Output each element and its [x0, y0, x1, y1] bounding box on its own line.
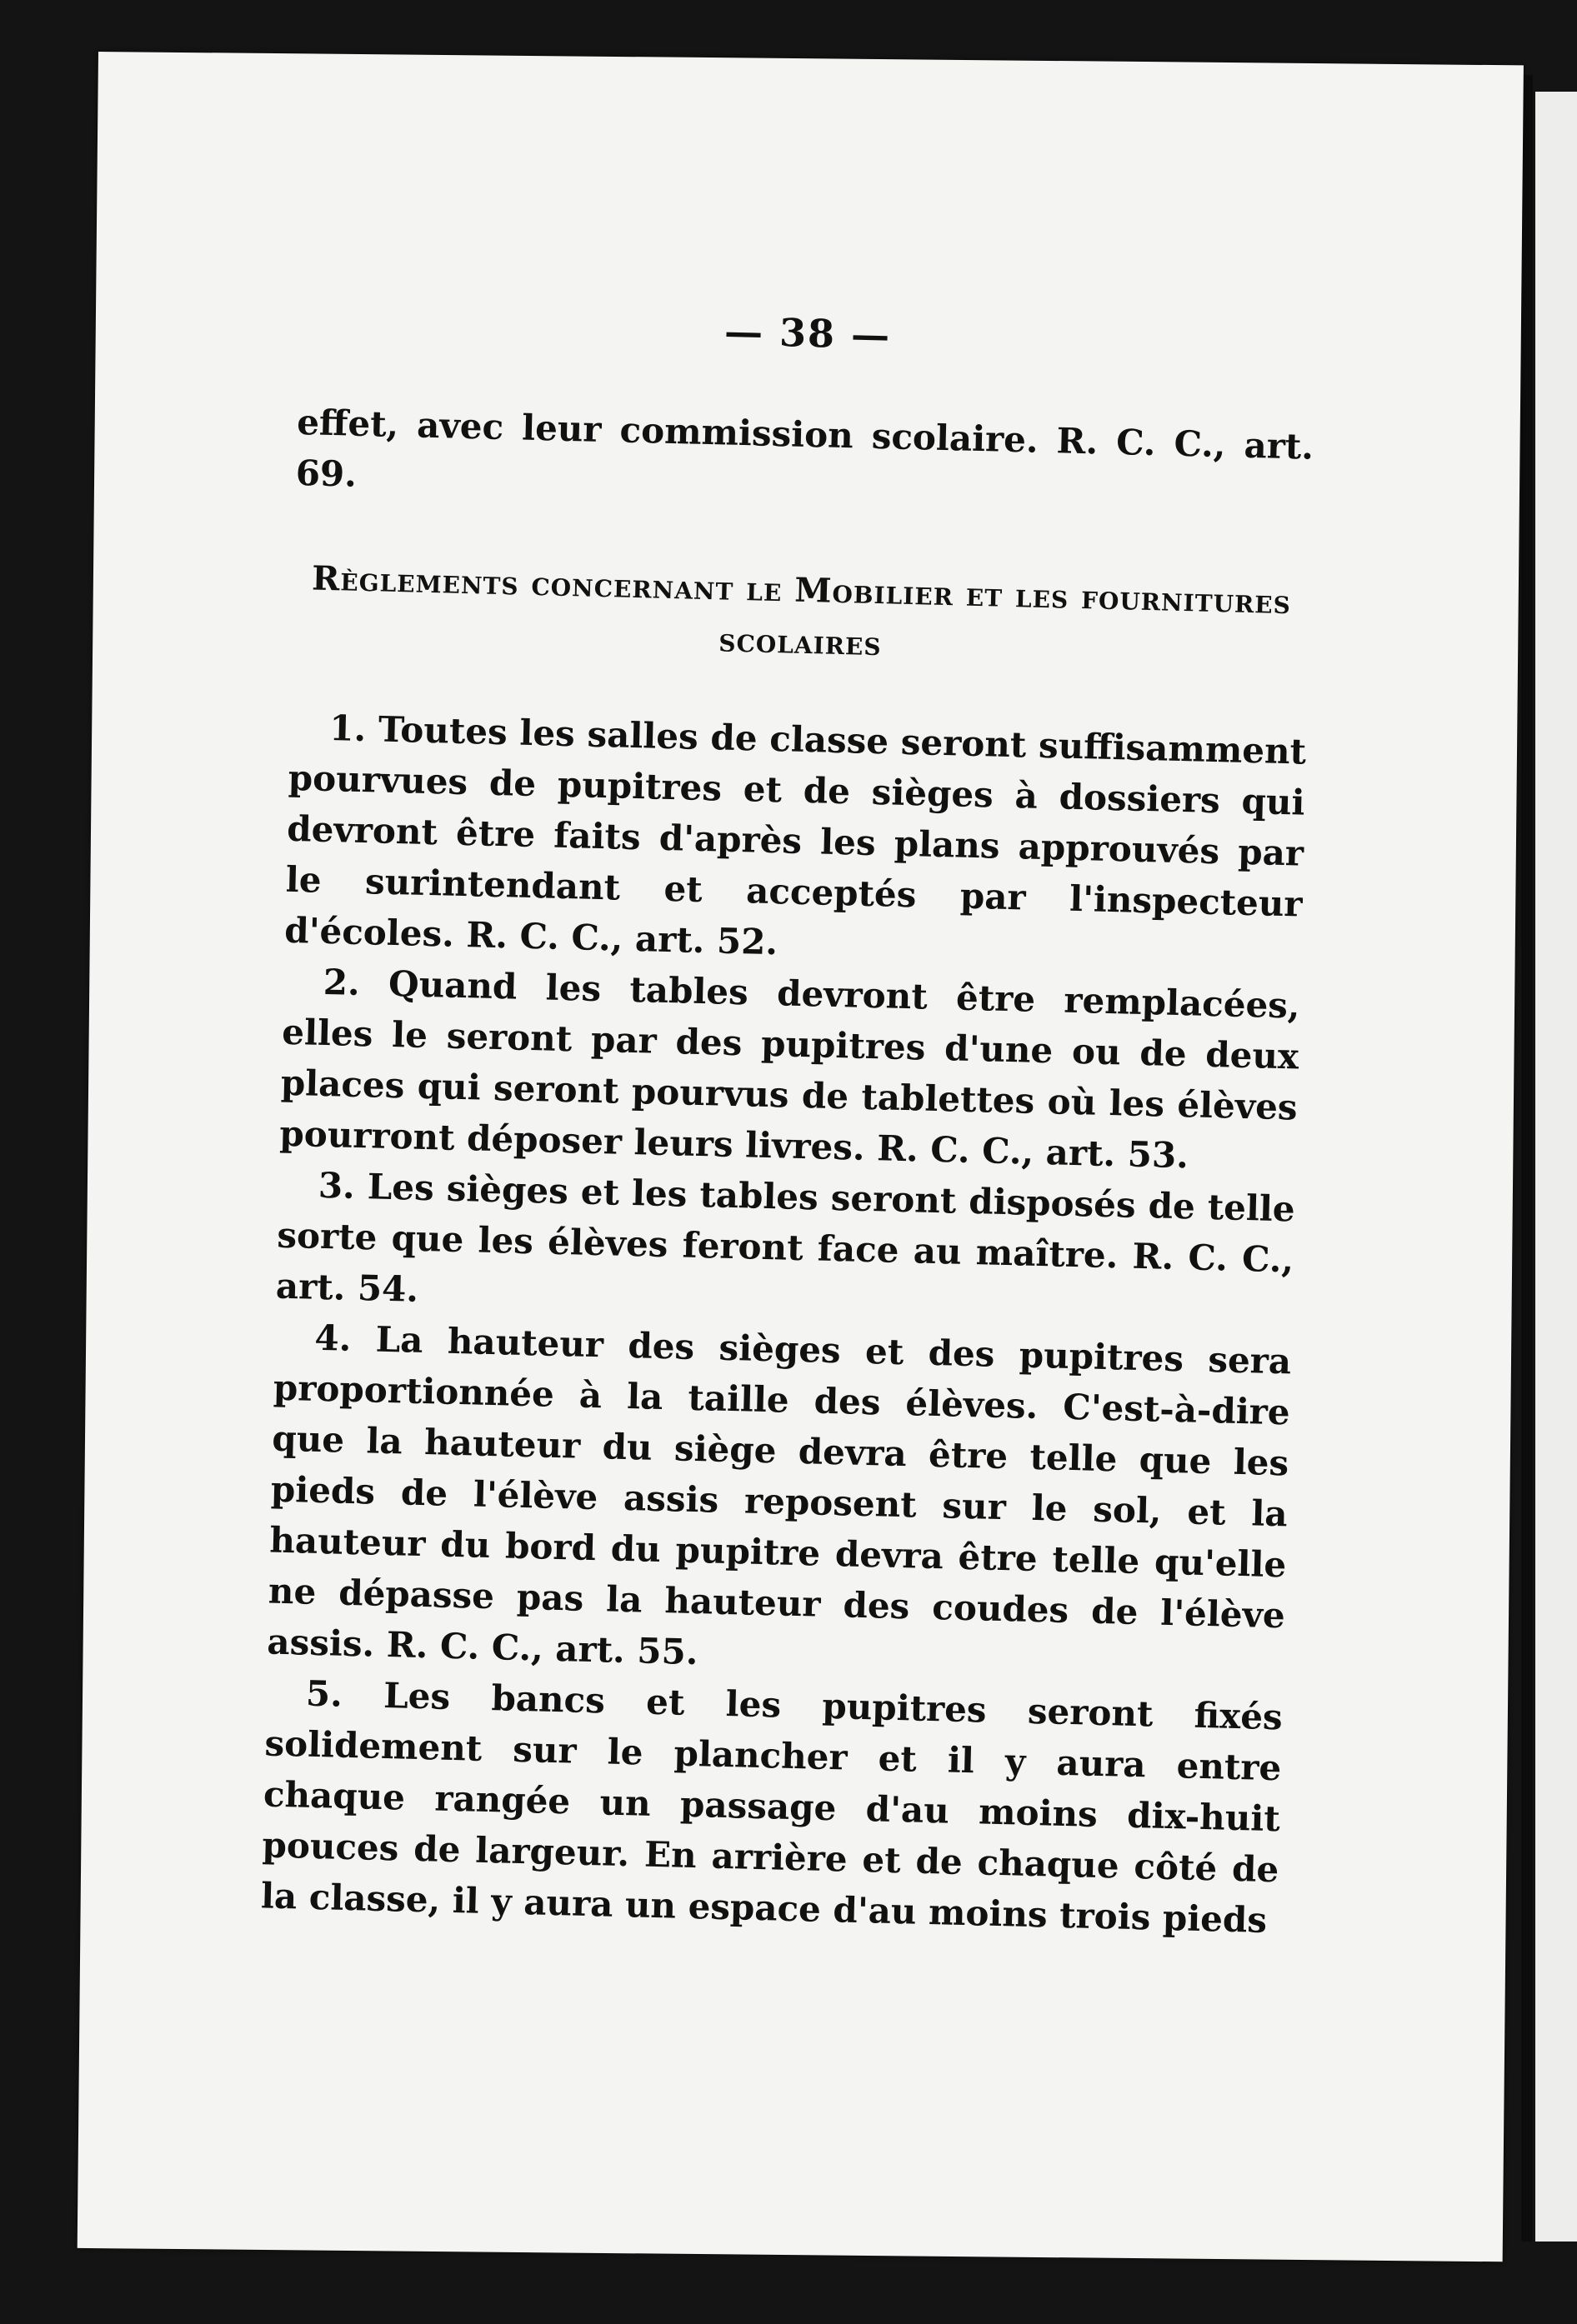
page-text	[260, 296, 1316, 1946]
article-paragraph-1: 1. Toutes les salles de classe seront suffisamment pourvues de pupitres et de sièges à dossiers qui devront être faits d'après les plans approuvés par le surintendant et acceptés par l'inspecteur d'écoles. R. C. C., art. 52.	[283, 707, 1307, 963]
article-paragraph-3: 3. Les sièges et les tables seront disposés de telle sorte que les élèves feront face au maître. R. C. C., art. 54.	[275, 1164, 1296, 1310]
binding-gutter	[1521, 75, 1533, 2242]
article-paragraph-2: 2. Quand les tables devront être remplacées, elles le seront par des pupitres d'une ou de deux places qui seront pourvus de tablettes où les élèves pourront déposer leurs livres. R. C. C., art. 53.	[278, 961, 1301, 1177]
article-paragraph-4: 4. La hauteur des sièges et des pupitres sera proportionnée à la taille des élèves. C'est-à-dire que la hauteur du siège devra être telle que les pieds de l'élève assis reposent sur le sol, et la hauteur du bord du pupitre devra être telle qu'elle ne dépasse pas la hauteur des coudes de l'élève assis. R. C. C., art. 55.	[266, 1317, 1292, 1673]
adjacent-page-edge	[1535, 92, 1577, 2242]
section-heading: Règlements concernant le Mobilier et les fournitures scolaires	[311, 558, 1292, 664]
page-number: — 38 —	[723, 308, 892, 358]
intro-paragraph: effet, avec leur commission scolaire. R. C. C., art. 69.	[295, 401, 1314, 495]
article-paragraph-5: 5. Les bancs et les pupitres seront fixés solidement sur le plancher et il y aura entre chaque rangée un passage d'au moins dix-huit pouces de largeur. En arrière et de chaque côté de la classe, il y aura un espace d'au moins trois pieds	[260, 1672, 1284, 1941]
